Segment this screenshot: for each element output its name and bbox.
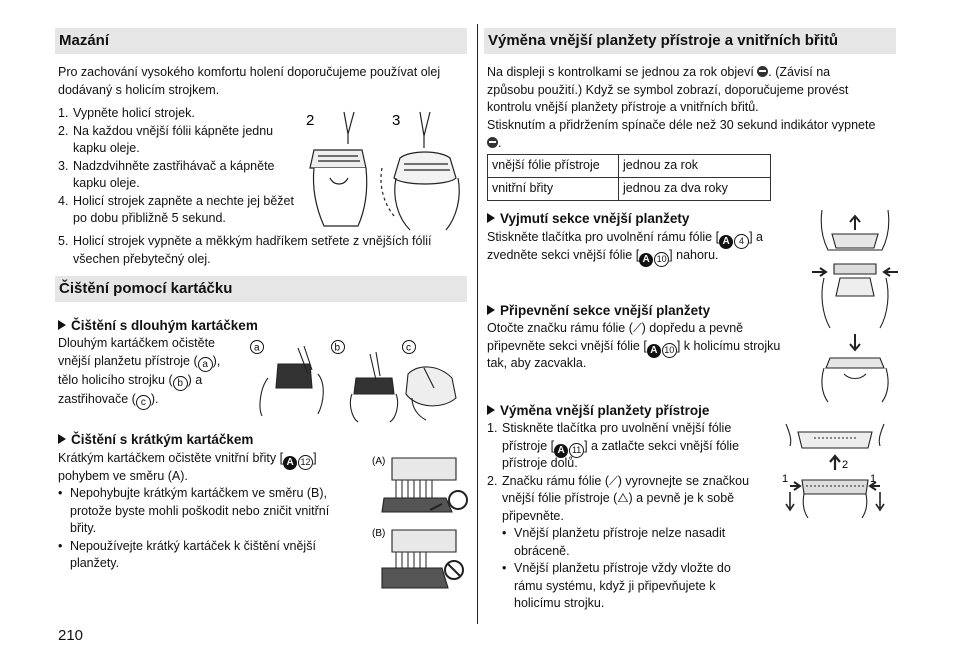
attach-heading	[487, 302, 710, 320]
figure-label-2: 2	[306, 112, 315, 129]
ref-letter-icon: A	[283, 456, 297, 470]
triangle-bullet-icon	[487, 305, 495, 315]
table-row	[488, 178, 771, 201]
attach-title: Připevnění sekce vnější planžety	[500, 303, 711, 318]
label-c: c	[406, 342, 411, 354]
oiling-step-5	[58, 233, 468, 268]
ok-circle-icon	[449, 491, 467, 509]
fig-label-1-left: 1	[782, 473, 789, 485]
list-item: • Nepohybujte krátkým kartáčkem ve směru (B), protože byste mohli poškodit nebo zničit vnitřní břity.	[58, 485, 346, 538]
oiling-steps	[58, 105, 298, 228]
ref-number-icon: 10	[654, 252, 669, 267]
oiling-title: Mazání	[59, 32, 110, 49]
remove-text: Stiskněte tlačítka pro uvolnění rámu fólie [ A 4 ] a zvedněte sekci vnější fólie [ A 10 ] nahoru.	[487, 230, 763, 265]
ref-number-icon: 11	[569, 443, 584, 458]
triangle-bullet-icon	[487, 405, 495, 415]
fig-label-2: 2	[842, 459, 849, 471]
long-brush-title: Čištění s dlouhým kartáčkem	[71, 318, 258, 333]
replace-intro: Na displeji s kontrolkami se jednou za rok objeví . (Závisí na způsobu použití.) Když se symbol zobrazí, doporučujeme provést kontrolu vnější planžety přístroje a vnitřních břitů.	[487, 65, 849, 114]
replace-intro-2: Stisknutím a přidržením spínače déle než 30 sekund indikátor vypnete .	[487, 118, 876, 150]
exchange-illustration	[780, 420, 890, 520]
circle-b-icon: b	[173, 376, 188, 391]
triangle-bullet-icon	[58, 320, 66, 330]
circle-c-icon: c	[136, 395, 151, 410]
short-brush-illustration	[370, 450, 470, 610]
long-brush-text: Dlouhým kartáčkem očistěte vnější planžetu přístroje ( a ), tělo holicího strojku ( b ) a zastřihovače ( c ).	[58, 336, 221, 408]
list-item: 3. Nadzdvihněte zastřihávač a kápněte kapku oleje.	[58, 158, 275, 190]
exchange-heading	[487, 402, 709, 420]
triangle-bullet-icon	[58, 434, 66, 444]
remove-title: Vyjmutí sekce vnější planžety	[500, 211, 690, 226]
page-number: 210	[58, 627, 84, 644]
fig-label-b: (B)	[372, 528, 386, 539]
table-cell: vnější fólie přístroje	[488, 155, 619, 178]
ref-letter-icon: A	[719, 235, 733, 249]
exchange-bullets	[502, 525, 757, 613]
table-cell: jednou za dva roky	[619, 178, 771, 201]
short-brush-heading	[58, 431, 253, 449]
circle-a-icon: a	[198, 357, 213, 372]
table-cell: vnitřní břity	[488, 178, 619, 201]
replace-indicator-icon	[757, 66, 768, 77]
exchange-title: Výměna vnější planžety přístroje	[500, 403, 710, 418]
short-brush-title: Čištění s krátkým kartáčkem	[71, 432, 254, 447]
replacement-interval-table	[487, 154, 771, 201]
replace-indicator-icon	[487, 137, 498, 148]
exchange-steps	[487, 420, 767, 525]
attach-text: Otočte značku rámu fólie (⟋) dopředu a pevně připevněte sekci vnější fólie [ A 10 ] k holicímu strojku tak, aby zacvakla.	[487, 321, 781, 370]
short-brush-text: Krátkým kartáčkem očistěte vnitřní břity [ A 12 ] pohybem ve směru (A).	[58, 451, 317, 483]
long-brush-heading	[58, 317, 258, 335]
list-item: 1. Stiskněte tlačítka pro uvolnění vnější fólie přístroje [ A 11 ] a zatlačte sekci vnější fólie přístroje dolů.	[487, 421, 740, 470]
table-cell: jednou za rok	[619, 155, 771, 178]
list-item: 4. Holicí strojek zapněte a nechte jej běžet po dobu přibližně 5 sekund.	[58, 193, 294, 225]
ref-number-icon: 10	[662, 343, 677, 358]
frame-mark-icon: ⟋	[608, 473, 618, 488]
fig-label-a: (A)	[372, 456, 386, 467]
long-brush-illustration	[248, 338, 470, 422]
oiling-heading	[55, 28, 467, 54]
column-divider	[477, 24, 478, 624]
brush-title: Čištění pomocí kartáčku	[59, 280, 233, 297]
replace-heading	[484, 28, 896, 54]
label-a: a	[254, 342, 260, 354]
list-item: • Vnější planžetu přístroje nelze nasadit obráceně.	[502, 525, 757, 560]
label-b: b	[334, 342, 341, 354]
fig-label-1-right: 1	[870, 473, 877, 485]
ref-letter-icon: A	[639, 253, 653, 267]
ref-number-icon: 12	[298, 455, 313, 470]
list-item: • Nepoužívejte krátký kartáček k čištění vnější planžety.	[58, 538, 346, 573]
oiling-illustration	[300, 108, 470, 233]
ref-letter-icon: A	[554, 444, 568, 458]
figure-label-3: 3	[392, 112, 401, 129]
list-item: 5. Holicí strojek vypněte a měkkým hadříkem setřete z vnějších fólií všechen přebytečný olej.	[58, 234, 432, 266]
table-row	[488, 155, 771, 178]
oiling-intro: Pro zachování vysokého komfortu holení doporučujeme používat olej dodávaný s holicím strojkem.	[58, 65, 441, 97]
list-item: 1. Vypněte holicí strojek.	[58, 106, 195, 120]
short-brush-bullets	[58, 485, 346, 573]
brush-heading	[55, 276, 467, 302]
ref-number-icon: 4	[734, 234, 749, 249]
list-item: 2. Na každou vnější fólii kápněte jednu kapku oleje.	[58, 123, 274, 155]
ref-letter-icon: A	[647, 344, 661, 358]
remove-attach-illustration	[810, 208, 900, 404]
list-item: 2. Značku rámu fólie (⟋) vyrovnejte se značkou vnější fólie přístroje (△) a pevně je k sobě připevněte.	[487, 473, 750, 523]
frame-mark-icon: ⟋	[632, 321, 642, 335]
replace-title: Výměna vnější planžety přístroje a vnitřních břitů	[488, 32, 839, 49]
remove-heading	[487, 210, 689, 228]
list-item: • Vnější planžetu přístroje vždy vložte do rámu systému, když ji připevňujete k holicímu strojku.	[502, 560, 757, 613]
triangle-mark-icon: △	[617, 491, 629, 505]
triangle-bullet-icon	[487, 213, 495, 223]
